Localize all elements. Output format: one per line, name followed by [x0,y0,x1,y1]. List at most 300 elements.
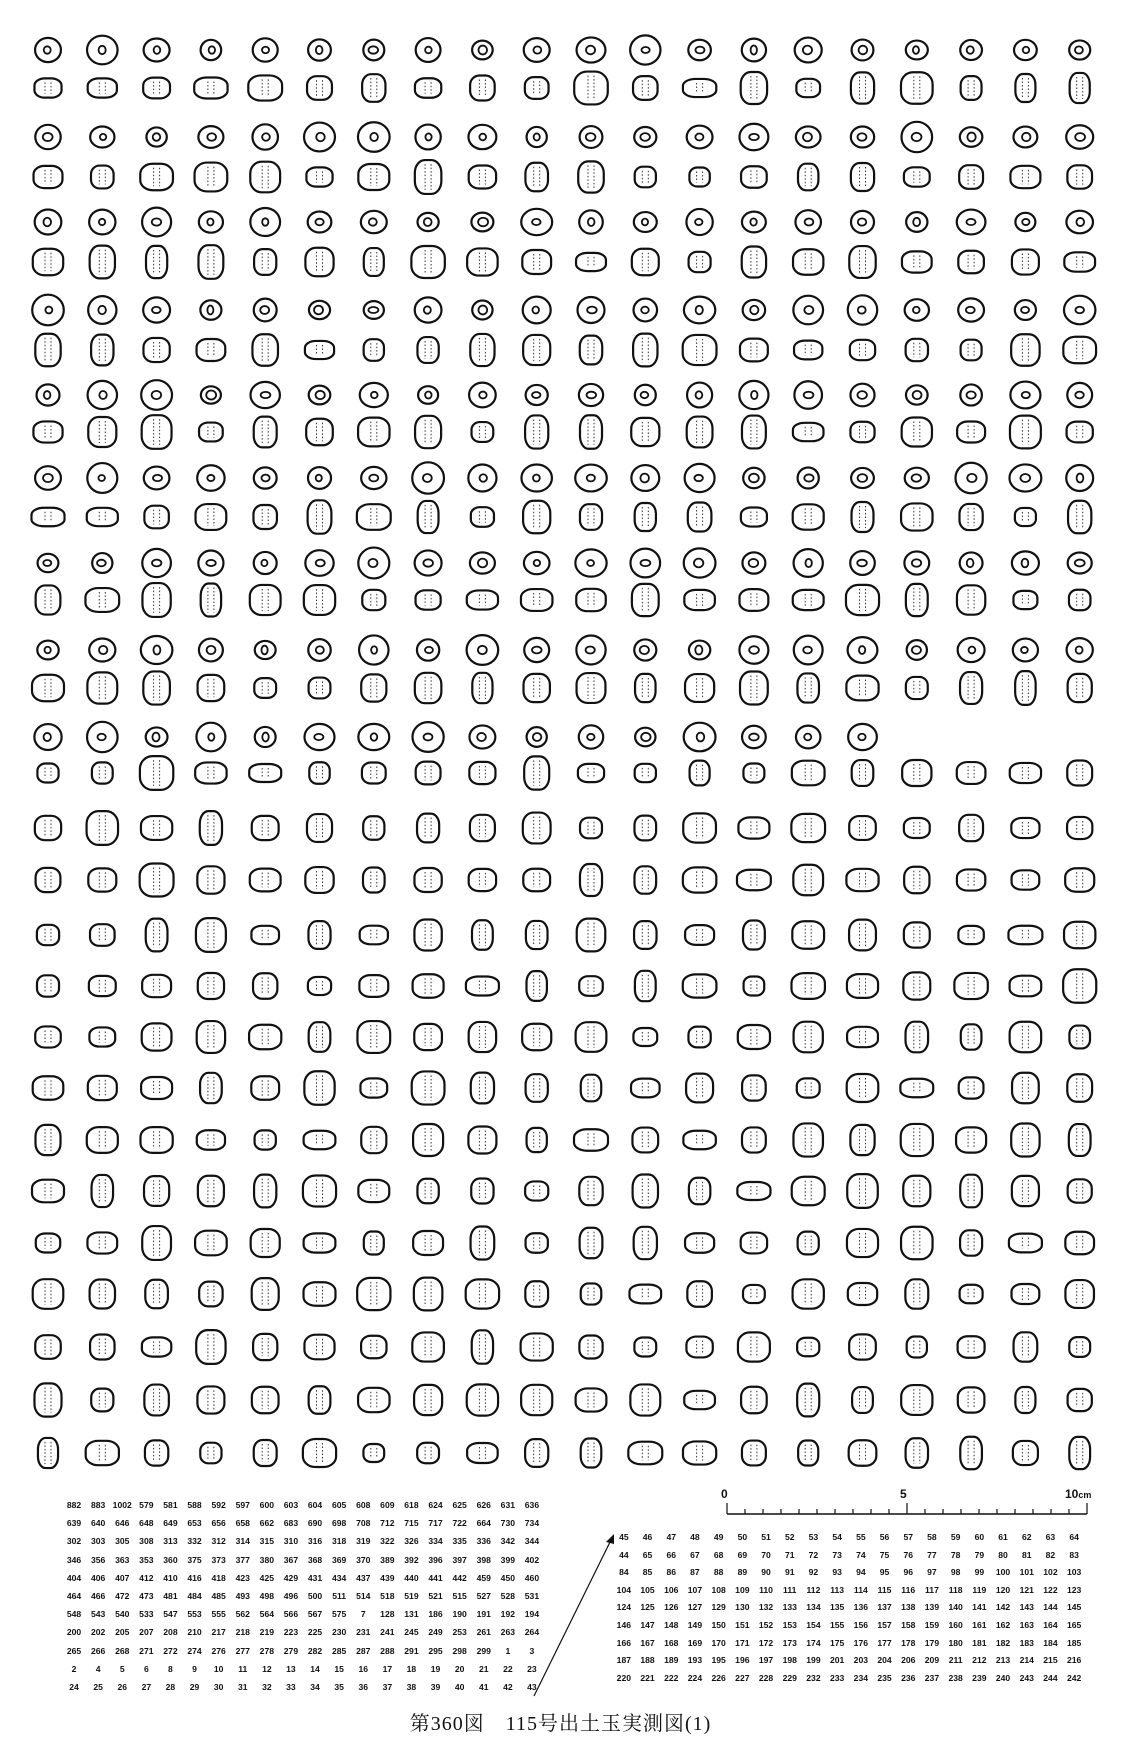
bead-top-view [743,300,766,320]
bead-side-view [252,334,278,365]
bead-side-view [846,585,879,615]
bead-outline [628,1442,662,1465]
bead-top-view [960,384,982,405]
bead-hole [316,475,322,482]
bead-perforation [751,1391,757,1410]
bead-side-view [362,74,385,102]
bead-outline [469,725,495,748]
bead-side-view [525,163,548,192]
bead-side-view [33,1279,64,1309]
bead-top-view [687,126,713,149]
bead-outline [35,816,61,840]
number-cell: 450 [500,1572,516,1583]
bead-side-view [414,1385,442,1415]
bead-perforation [697,594,703,606]
bead-perforation [371,1235,377,1250]
number-cell: 242 [1066,1672,1082,1683]
bead-top-view [579,210,603,233]
bead-top-view [687,383,712,408]
bead-hole [370,133,378,141]
bead-outline [34,166,63,188]
bead-side-view [414,1024,442,1050]
bead-outline [415,416,441,448]
bead-top-view [905,468,929,489]
bead-hole [966,307,975,314]
bead-perforation [208,1025,214,1049]
bead-perforation [371,168,377,186]
number-cell: 527 [476,1591,491,1601]
number-cell: 201 [829,1655,845,1666]
bead-outline [578,764,604,782]
bead-side-view [959,815,983,841]
bead-outline [630,549,660,578]
bead-perforation [805,1342,811,1353]
number-cell: 173 [782,1637,797,1648]
bead-side-view [1068,1389,1092,1411]
number-cell: 253 [452,1627,467,1638]
bead-outline [251,926,279,944]
bead-top-view [467,635,499,665]
bead-outline [88,296,116,324]
bead-perforation [45,338,51,362]
bead-outline [199,211,223,232]
number-cell: 336 [476,1536,491,1547]
bead-hole [1075,46,1083,53]
bead-side-view [580,415,602,449]
bead-side-view [471,507,494,527]
bead-perforation [99,980,105,992]
bead-side-view [85,588,119,612]
bead-hole [154,46,161,54]
bead-side-view [87,1127,118,1153]
bead-perforation [914,507,920,526]
number-cell: 500 [307,1591,323,1601]
bead-side-view [580,504,602,530]
bead-perforation [425,1128,431,1152]
bead-top-view [851,211,874,233]
bead-outline [795,210,821,234]
bead-perforation [1022,420,1028,445]
bead-perforation [914,681,920,695]
number-cell: 32 [262,1682,272,1692]
bead-outline [360,926,388,945]
number-cell: 231 [356,1627,371,1638]
bead-perforation [371,1082,377,1093]
bead-hole [803,133,812,142]
bead-outline [1063,337,1096,363]
bead-side-view [37,764,58,783]
bead-outline [958,638,985,662]
bead-side-view [145,1280,168,1308]
number-cell: 196 [735,1655,750,1666]
bead-outline [364,339,384,361]
bead-outline [361,674,386,701]
bead-hole [152,307,161,313]
bead-top-view [575,549,606,576]
bead-side-view [798,1232,819,1255]
bead-perforation [751,76,757,100]
bead-side-view [903,1176,930,1207]
bead-perforation [317,1237,323,1248]
bead-hole [532,219,540,225]
bead-perforation [479,924,485,946]
bead-top-view [1010,382,1040,409]
bead-side-view [738,1025,770,1049]
bead-outline [34,724,61,750]
bead-perforation [45,1238,51,1249]
bead-perforation [751,343,757,358]
bead-side-view [523,813,551,844]
bead-outline [1012,1176,1039,1206]
bead-outline [579,1335,602,1358]
bead-perforation [479,169,485,184]
bead-outline [905,299,929,321]
number-cell: 80 [998,1549,1008,1560]
bead-top-view [960,127,983,147]
bead-side-view [143,338,169,362]
bead-top-view [37,384,60,405]
number-cell: 303 [90,1536,106,1547]
bead-outline [470,815,495,841]
number-cell: 152 [758,1620,774,1630]
number-cell: 708 [356,1518,371,1529]
bead-perforation [1022,1026,1028,1048]
bead-perforation [642,925,648,945]
bead-outline [309,678,331,699]
number-cell: 102 [1043,1567,1058,1578]
bead-side-view [32,675,64,701]
bead-perforation [534,1237,540,1249]
bead-outline [418,386,438,404]
bead-hole [641,47,649,53]
bead-outline [361,1336,386,1359]
bead-top-view [361,211,387,233]
bead-perforation [425,594,431,605]
bead-side-view [88,868,116,891]
bead-side-view [364,339,384,361]
bead-outline [901,72,933,103]
bead-perforation [208,1077,214,1099]
bead-top-view [199,639,223,662]
number-cell: 106 [664,1584,679,1595]
bead-outline [576,1022,607,1052]
bead-perforation [425,924,431,947]
bead-perforation [154,419,160,445]
bead-side-view [960,1175,982,1208]
bead-perforation [1022,1288,1028,1300]
bead-outline [684,590,715,610]
bead-hole [749,559,759,567]
bead-side-view [140,164,173,190]
bead-side-view [578,764,604,782]
bead-side-view [684,1391,715,1409]
bead-side-view [36,585,61,614]
bead-outline [141,636,173,664]
bead-side-view [361,674,386,701]
bead-hole [859,646,865,654]
bead-perforation [860,1338,866,1355]
bead-perforation [588,1026,594,1048]
bead-outline [522,1024,551,1050]
bead-outline [199,1282,222,1307]
bead-side-view [141,816,172,840]
bead-side-view [89,1027,115,1046]
bead-side-view [740,339,768,362]
bead-perforation [45,1387,51,1412]
bead-perforation [1077,678,1083,698]
bead-hole [262,218,268,225]
bead-outline [685,925,714,945]
bead-outline [581,1439,602,1468]
bead-side-view [742,416,766,449]
bead-outline [847,1027,878,1047]
number-cell: 648 [139,1518,154,1529]
number-cell: 169 [687,1637,703,1648]
bead-side-view [142,1023,172,1050]
bead-side-view [631,418,659,446]
bead-outline [851,72,874,103]
bead-outline [412,1332,444,1361]
number-cell: 14 [310,1663,320,1674]
number-cell: 423 [235,1572,250,1583]
bead-side-view [683,867,716,892]
bead-side-view [960,1437,982,1470]
number-cell: 244 [1043,1672,1058,1683]
number-cell: 631 [500,1500,516,1510]
bead-outline [524,674,550,702]
bead-outline [1069,590,1091,611]
bead-outline [1066,211,1093,234]
bead-perforation [479,1334,485,1359]
bead-outline [35,38,61,62]
bead-top-view [527,127,547,147]
bead-perforation [860,978,866,994]
bead-outline [1013,639,1038,662]
bead-outline [738,1025,770,1049]
bead-top-view [415,297,442,322]
bead-hole [371,392,378,398]
bead-perforation [1077,426,1083,439]
bead-outline [253,1334,277,1360]
number-cell: 41 [478,1682,489,1692]
bead-hole [1075,307,1084,313]
bead-perforation [154,168,160,186]
bead-top-view [739,124,768,151]
bead-outline [1014,40,1037,60]
bead-outline [303,1439,336,1467]
bead-side-view [742,1441,766,1466]
bead-top-view [848,637,878,663]
bead-outline [904,167,930,186]
bead-outline [304,585,335,615]
bead-hole [314,306,323,315]
bead-outline [1069,1337,1090,1357]
number-cell: 149 [687,1620,703,1630]
bead-outline [250,208,280,236]
bead-hole [152,218,161,225]
bead-outline [739,589,768,611]
bead-outline [198,126,223,148]
bead-side-view [1015,1387,1035,1413]
number-cell: 168 [664,1637,679,1648]
bead-side-view [417,814,439,843]
bead-hole [1020,474,1030,482]
number-cell: 141 [972,1602,987,1613]
bead-side-view [358,164,389,190]
bead-outline [304,1233,336,1252]
bead-outline [635,674,656,702]
bead-perforation [99,928,105,942]
bead-hole [1075,560,1085,567]
bead-perforation [262,509,268,525]
bead-side-view [1012,1073,1039,1103]
bead-outline [253,38,278,61]
bead-side-view [412,1332,444,1361]
bead-outline [142,975,171,997]
bead-side-view [413,974,444,998]
bead-perforation [642,678,648,698]
bead-perforation [805,1082,811,1093]
bead-perforation [697,506,703,527]
number-cell: 399 [500,1554,516,1565]
bead-side-view [737,870,771,890]
bead-outline [684,297,715,324]
bead-perforation [154,760,160,786]
bead-perforation [262,1179,268,1204]
bead-side-view [849,816,876,840]
bead-outline [901,1227,933,1259]
bead-top-view [850,551,875,575]
bead-outline [87,722,118,752]
bead-perforation [208,679,214,697]
bead-side-view [417,1443,439,1463]
number-cell: 90 [761,1567,771,1578]
bead-outline [472,41,493,60]
bead-top-view [907,640,927,660]
bead-outline [197,1021,225,1053]
bead-outline [304,123,335,152]
bead-side-view [250,162,280,193]
bead-outline [521,1385,552,1415]
bead-perforation [805,594,811,606]
number-cell: 176 [853,1637,869,1648]
bead-top-view [742,552,765,573]
bead-outline [87,463,117,493]
bead-top-view [35,125,60,149]
bead-outline [146,246,167,278]
bead-outline [88,78,117,97]
bead-hole [207,475,214,481]
number-cell: 240 [995,1672,1011,1683]
bead-outline [309,386,331,405]
bead-hole [967,474,976,482]
bead-perforation [751,980,757,991]
number-cell: 437 [356,1572,371,1583]
bead-outline [907,1336,927,1357]
bead-outline [251,1229,280,1257]
number-cell: 110 [759,1584,773,1595]
number-cell: 9 [192,1663,197,1674]
bead-outline [688,502,712,531]
bead-top-view [253,38,278,61]
bead-perforation [534,254,540,270]
bead-side-view [738,817,769,838]
bead-side-view [304,1233,336,1252]
bead-side-view [849,1334,876,1359]
bead-perforation [534,873,540,888]
number-cell: 105 [640,1584,655,1595]
bead-hole [696,391,703,399]
number-cell: 57 [903,1532,914,1542]
number-cell: 575 [331,1609,347,1620]
bead-side-view [199,423,223,442]
bead-outline [577,673,606,703]
number-cell: 96 [903,1567,914,1578]
bead-perforation [99,1236,105,1249]
bead-side-view [357,1021,390,1053]
bead-outline [308,500,332,533]
bead-hole [587,734,594,740]
number-cell: 314 [235,1536,250,1547]
bead-outline [743,764,764,783]
number-cell: 62 [1021,1532,1032,1542]
bead-outline [1068,1389,1092,1411]
number-cell: 243 [1019,1672,1034,1683]
number-cell: 363 [115,1554,130,1565]
bead-outline [303,1176,336,1207]
number-cell: 237 [924,1672,940,1683]
number-cell: 239 [972,1672,987,1683]
number-cell: 369 [331,1554,347,1565]
bead-outline [904,867,929,893]
bead-outline [361,467,386,489]
bead-top-view [906,41,928,60]
bead-outline [144,467,170,490]
bead-side-view [685,674,714,702]
number-cell: 272 [163,1645,178,1656]
bead-perforation [588,677,594,699]
number-cell: 100 [995,1567,1011,1578]
bead-outline [791,973,824,999]
bead-perforation [751,768,757,779]
bead-outline [1015,508,1036,526]
number-cell: 182 [995,1637,1011,1648]
bead-top-view [796,126,821,147]
bead-top-view [1012,551,1039,574]
number-cell: 543 [90,1609,106,1620]
bead-outline [851,126,874,147]
bead-outline [194,77,227,98]
number-cell: 170 [711,1637,726,1648]
bead-hole [587,307,597,314]
bead-outline [469,383,496,408]
bead-hole [424,306,431,313]
bead-outline [413,722,444,752]
number-cell: 191 [476,1609,491,1620]
bead-perforation [805,925,811,945]
bead-side-view [142,415,172,449]
bead-top-view [250,382,279,408]
bead-perforation [154,342,160,358]
bead-top-view [87,36,118,65]
bead-side-view [576,1388,607,1411]
bead-side-view [197,1130,225,1150]
bead-side-view [361,1336,386,1359]
bead-outline [35,1335,60,1359]
bead-side-view [35,334,60,366]
bead-perforation [479,766,485,780]
bead-perforation [99,82,105,93]
